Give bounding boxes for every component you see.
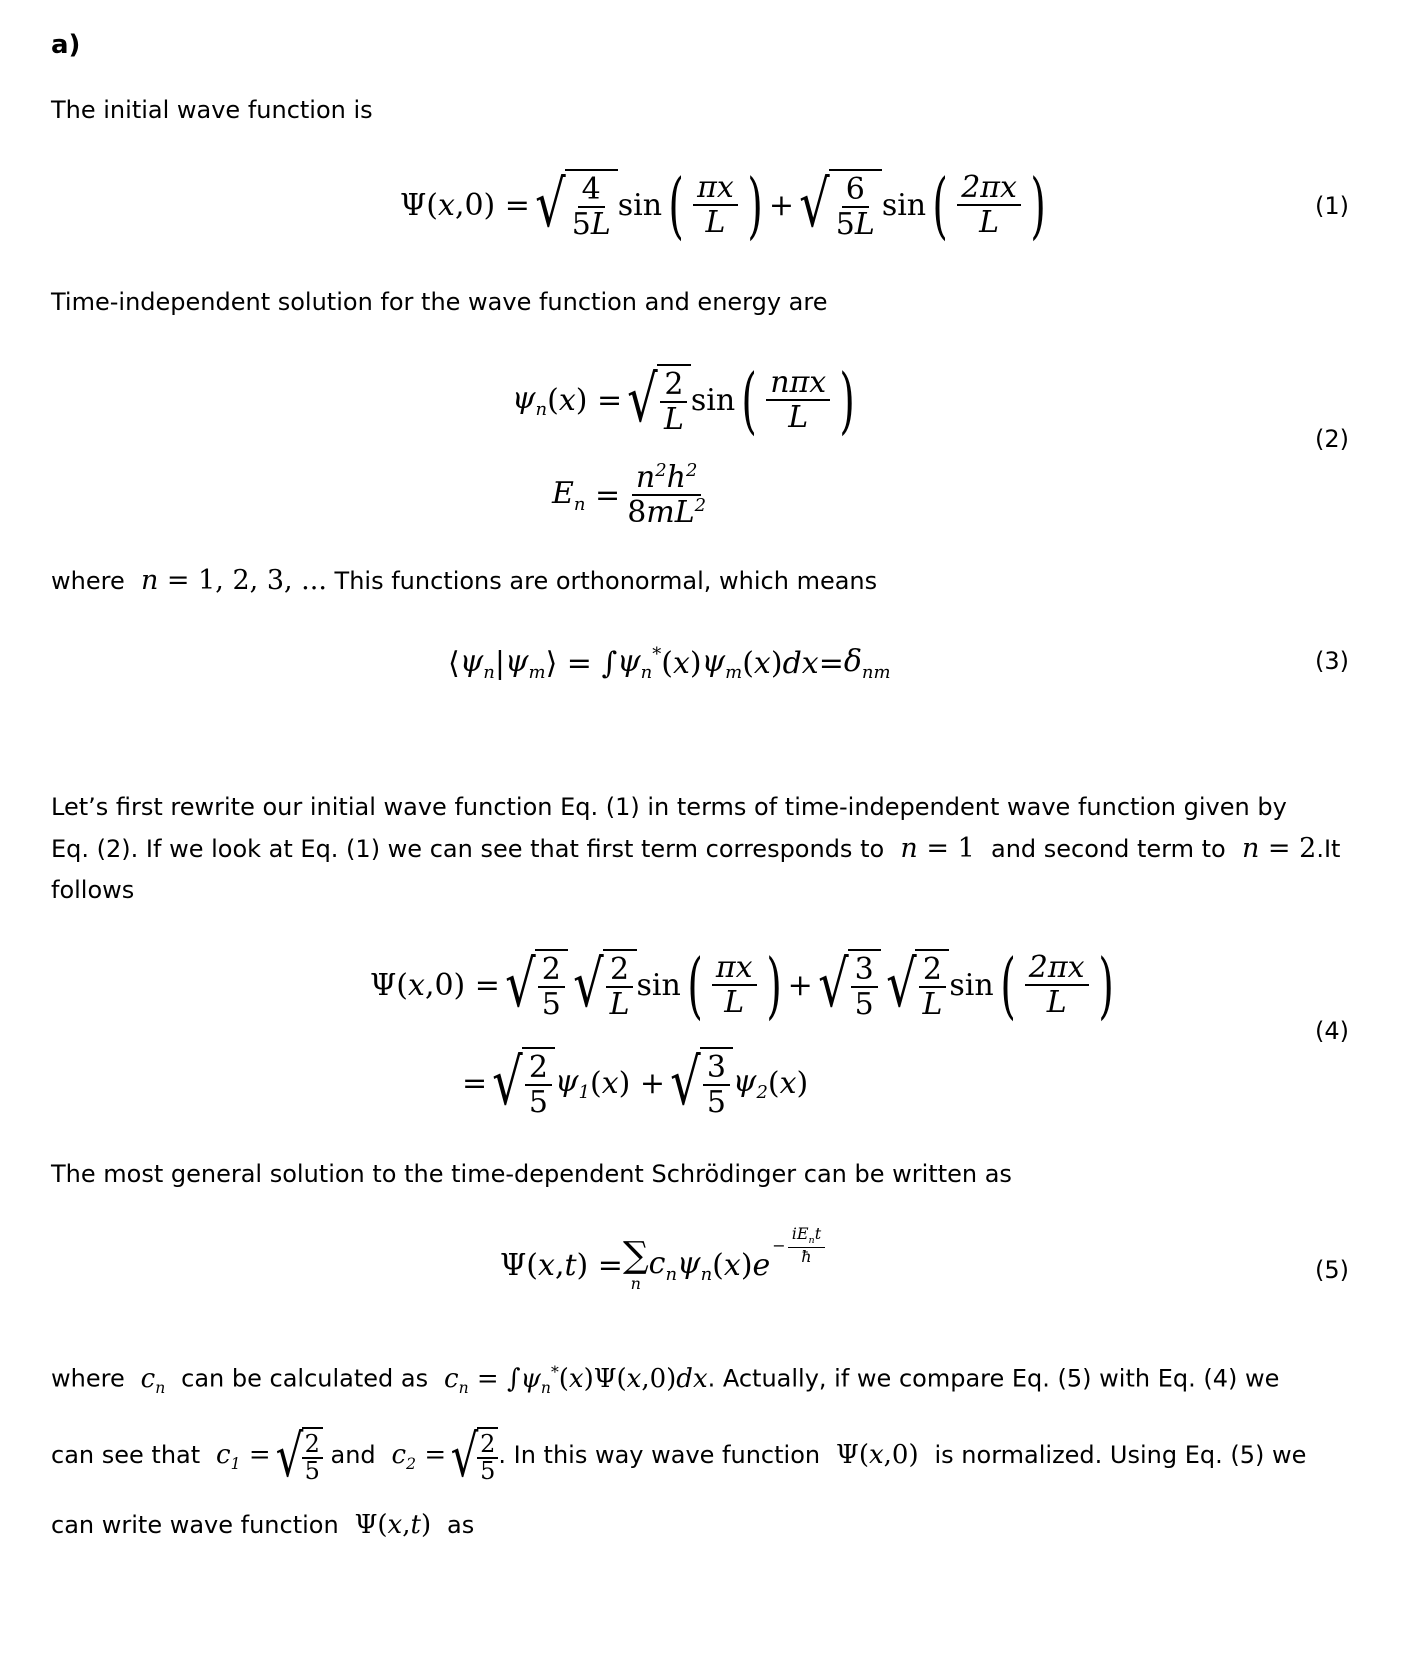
- p6-b: can be calculated as: [181, 1364, 429, 1393]
- paragraph-6: [51, 1357, 1279, 1403]
- c-n-integral-math: $c_n = \int\psi_n^*(x)\Psi(x,0)dx$: [435, 1363, 708, 1397]
- equation-1: Ψ( x ,0) = √ $\frac{4}{5L}$ sin ( $\frac{\pi x}{L}$ ) + √ $\frac{6}{5L}$ sin ( $\frac{2\pi x}{L}$ ): [400, 163, 1046, 247]
- equation-2a: $\psi_n$ ( x ) = √ $\frac{2}{L}$ sin ( $\frac{\text{nπx}}{L}$ ): [512, 358, 856, 442]
- n-equals-1: n = 1: [891, 833, 975, 864]
- p4-line2b: and second term to: [990, 835, 1226, 863]
- paragraph-8: [51, 1510, 474, 1540]
- equation-3: ⟨ $\psi_n$ | $\psi_m$ ⟩ = ∫ $\psi_n^*$ ( x ) $\psi_m$ ( x ) dx = $\delta_{nm}$: [448, 643, 891, 683]
- p7-c: . In this way wave function: [498, 1441, 821, 1469]
- equation-4a: Ψ( x ,0) = √ $\frac{2}{5}$ √ $\frac{2}{L}$ sin ( $\frac{\pi x}{L}$ ) + √ $\frac{3}{5}$ √ $\frac{2}{L}$ sin ( $\frac{2\pi x}{L}$ ): [370, 943, 1114, 1027]
- c2-math: $c_2$ =: [383, 1440, 447, 1474]
- p8-a: can write wave function: [51, 1511, 339, 1539]
- section-label: a): [51, 30, 81, 60]
- p3-prefix: where: [51, 567, 125, 595]
- c-n-math: $c_n$: [132, 1363, 166, 1397]
- p7-d: is normalized. Using Eq. (5) we: [934, 1441, 1307, 1469]
- equation-2b: $E_n$ = $\frac{n^2h^2}{8mL^2}$: [552, 460, 707, 530]
- p4-line2c: .It: [1316, 835, 1341, 863]
- paragraph-4-line-1: Let’s first rewrite our initial wave function Eq. (1) in terms of time-independent wave function given by: [51, 793, 1287, 821]
- n-equals-2: n = 2: [1233, 833, 1317, 864]
- p4-line2a: Eq. (2). If we look at Eq. (1) we can see that first term corresponds to: [51, 835, 885, 863]
- c2-value: √ $\frac{2}{5}$: [446, 1427, 498, 1485]
- paragraph-4-line-3: follows: [51, 876, 135, 904]
- c1-math: $c_1$ =: [207, 1440, 271, 1474]
- equation-number-5: (5): [1315, 1256, 1349, 1284]
- equation-number-1: (1): [1315, 192, 1349, 220]
- p3-suffix: This functions are orthonormal, which means: [334, 567, 878, 595]
- equation-5: Ψ( x , t ) = ∑ n $c_n\psi_n$ ( x ) e − $\frac{iE_nt}{ħ}$: [500, 1225, 827, 1305]
- equation-number-2: (2): [1315, 425, 1349, 453]
- equation-number-4: (4): [1315, 1017, 1349, 1045]
- paragraph-7: [51, 1420, 1306, 1499]
- c1-value: √ $\frac{2}{5}$: [271, 1427, 323, 1485]
- paragraph-2: Time-independent solution for the wave function and energy are: [51, 288, 828, 316]
- paragraph-4-line-2: [51, 834, 1340, 864]
- equation-4b: = √ $\frac{2}{5}$ $\psi_1$ ( x ) + √ $\frac{3}{5}$ $\psi_2$ ( x ): [462, 1046, 809, 1120]
- p8-b: as: [447, 1511, 475, 1539]
- paragraph-5: The most general solution to the time-dependent Schrödinger can be written as: [51, 1160, 1012, 1188]
- n-values-math: n = 1, 2, 3, ...: [132, 565, 327, 596]
- psi-x0-math: Ψ(x,0): [836, 1440, 919, 1470]
- paragraph-1: The initial wave function is: [51, 96, 373, 124]
- p6-c: . Actually, if we compare Eq. (5) with Eq. (4) we: [707, 1364, 1280, 1393]
- p6-a: where: [51, 1364, 125, 1393]
- p7-b: and: [330, 1441, 376, 1469]
- equation-number-3: (3): [1315, 647, 1349, 675]
- psi-xt-math: Ψ(x,t): [354, 1510, 432, 1540]
- p7-a: can see that: [51, 1441, 201, 1469]
- paragraph-3: [51, 566, 877, 596]
